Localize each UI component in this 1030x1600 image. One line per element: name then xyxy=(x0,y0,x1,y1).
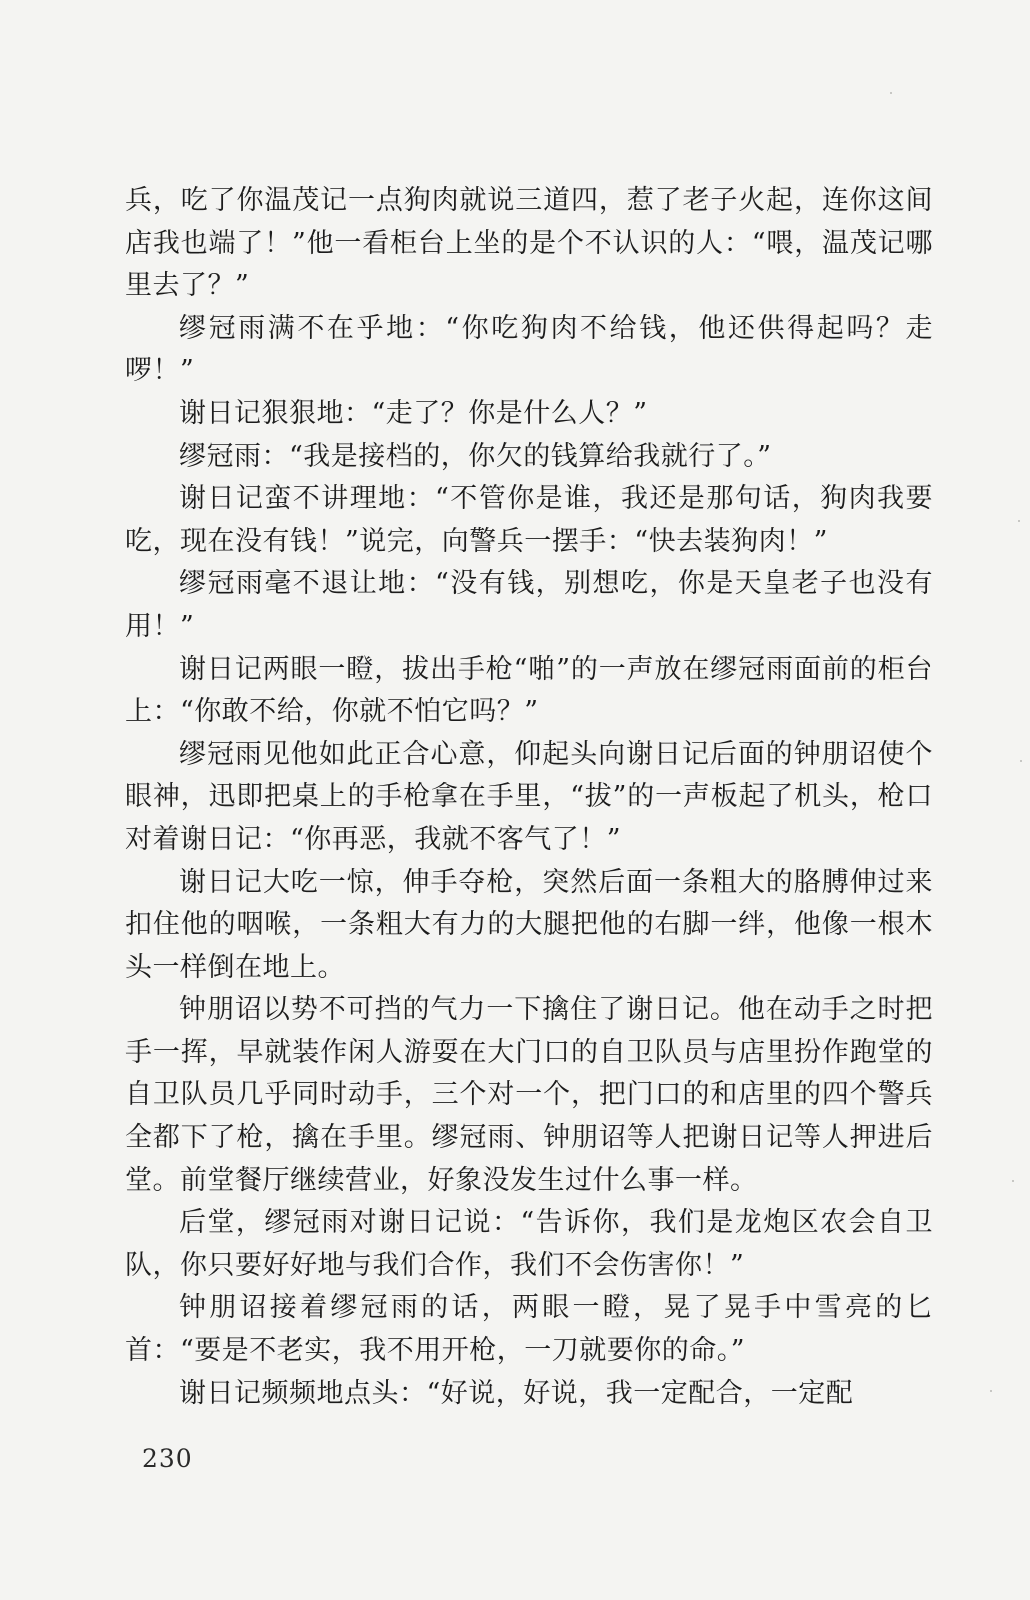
paragraph-12: 钟朋诏接着缪冠雨的话，两眼一瞪，晃了晃手中雪亮的匕首：“要是不老实，我不用开枪，一刀就要你的命。” xyxy=(125,1292,933,1367)
scan-speck xyxy=(1018,520,1020,522)
scan-speck xyxy=(1012,1180,1014,1182)
scan-speck xyxy=(890,92,892,94)
paragraph-7: 谢日记两眼一瞪，拔出手枪“啪”的一声放在缪冠雨面前的柜台上：“你敢不给，你就不怕它吗？” xyxy=(125,653,933,728)
paragraph-8: 缪冠雨见他如此正合心意，仰起头向谢日记后面的钟朋诏使个眼神，迅即把桌上的手枪拿在手里，“拔”的一声板起了机头，枪口对着谢日记：“你再恶，我就不客气了！” xyxy=(125,738,933,855)
scan-speck xyxy=(1020,760,1022,762)
body-text xyxy=(125,180,933,1415)
paragraph-3: 谢日记狠狠地：“走了？你是什么人？” xyxy=(179,397,648,429)
paragraph-9: 谢日记大吃一惊，伸手夺枪，突然后面一条粗大的胳膊伸过来扣住他的咽喉，一条粗大有力的大腿把他的右脚一绊，他像一根木头一样倒在地上。 xyxy=(125,866,933,983)
paragraph-10: 钟朋诏以势不可挡的气力一下擒住了谢日记。他在动手之时把手一挥，早就装作闲人游耍在大门口的自卫队员与店里扮作跑堂的自卫队员几乎同时动手，三个对一个，把门口的和店里的四个警兵全都下了枪，擒在手里。缪冠雨、钟朋诏等人把谢日记等人押进后堂。前堂餐厅继续营业，好象没发生过什么事一样。 xyxy=(125,994,933,1196)
paragraph-13: 谢日记频频地点头：“好说，好说，我一定配合，一定配 xyxy=(179,1377,854,1409)
paragraph-4: 缪冠雨：“我是接档的，你欠的钱算给我就行了。” xyxy=(179,440,772,472)
paragraph-11: 后堂，缪冠雨对谢日记说：“告诉你，我们是龙炮区农会自卫队，你只要好好地与我们合作，我们不会伤害你！” xyxy=(125,1207,933,1281)
page-number: 230 xyxy=(142,1444,193,1473)
paragraph-2: 缪冠雨满不在乎地：“你吃狗肉不给钱，他还供得起吗？走啰！” xyxy=(125,312,933,387)
paragraph-1: 兵，吃了你温茂记一点狗肉就说三道四，惹了老子火起，连你这间店我也端了！”他一看柜台上坐的是个不认识的人：“喂，温茂记哪里去了？” xyxy=(125,185,933,302)
scan-speck xyxy=(990,1390,992,1392)
paragraph-5: 谢日记蛮不讲理地：“不管你是谁，我还是那句话，狗肉我要吃，现在没有钱！”说完，向警兵一摆手：“快去装狗肉！” xyxy=(125,483,933,557)
paragraph-6: 缪冠雨毫不退让地：“没有钱，别想吃，你是天皇老子也没有用！” xyxy=(125,568,933,642)
